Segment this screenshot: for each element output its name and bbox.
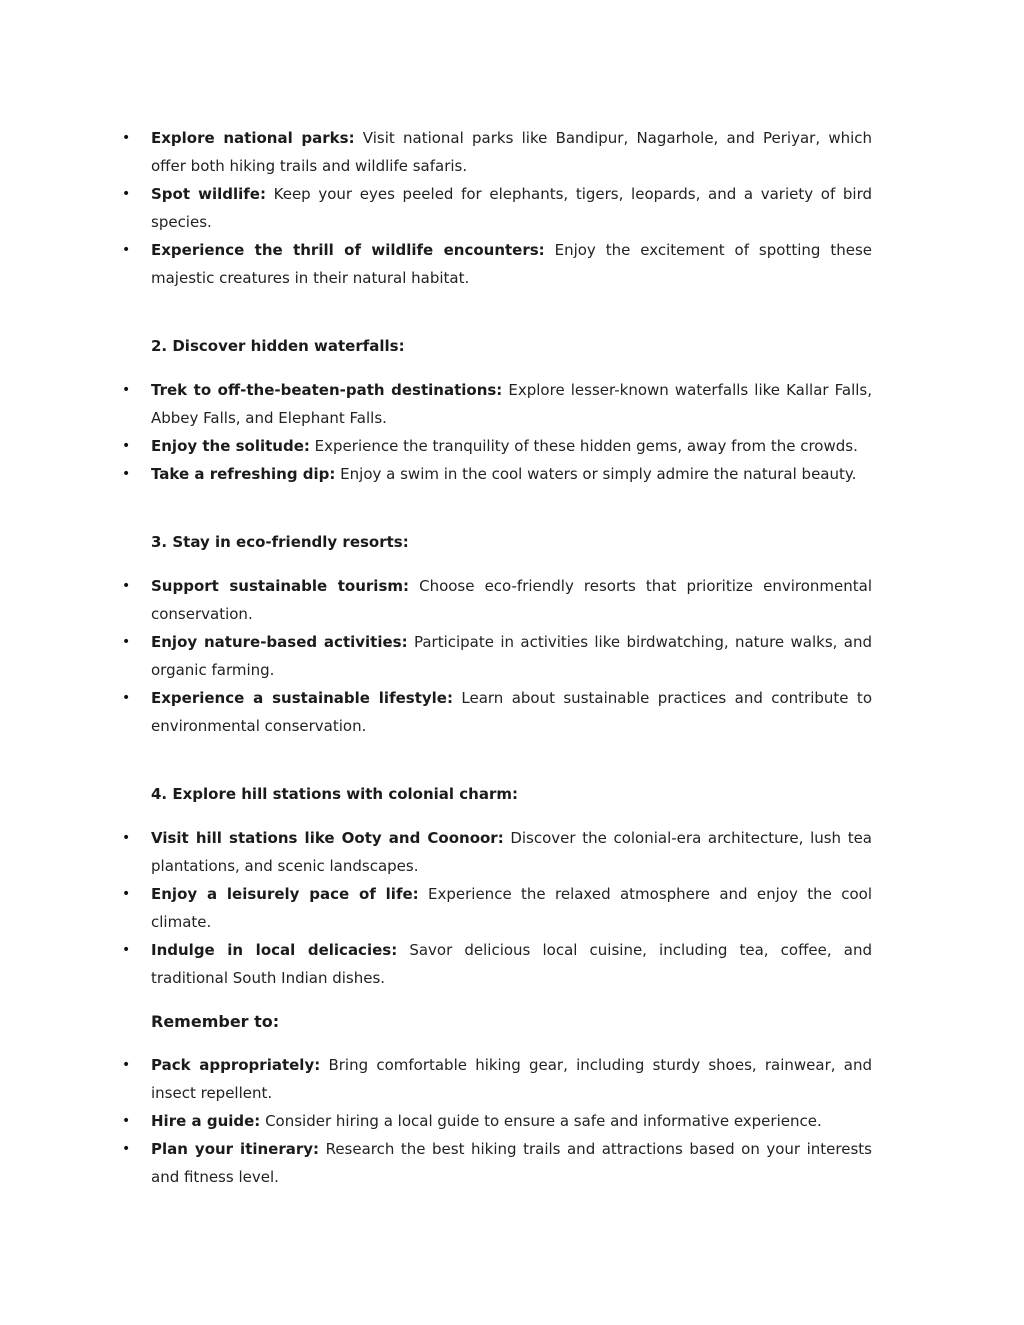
- list-item: [122, 432, 872, 460]
- item-label: Visit hill stations like Ooty and Coonoor:: [151, 829, 504, 847]
- item-label: Experience the thrill of wildlife encounters:: [151, 241, 545, 259]
- list-item: [122, 236, 872, 292]
- section-heading-waterfalls: 2. Discover hidden waterfalls:: [151, 337, 405, 355]
- bullet-icon: •: [122, 466, 131, 482]
- item-label: Spot wildlife:: [151, 185, 266, 203]
- list-item: [122, 572, 872, 628]
- bullet-icon: •: [122, 186, 131, 202]
- list-item: [122, 936, 872, 992]
- list-item: [122, 684, 872, 740]
- item-label: Indulge in local delicacies:: [151, 941, 398, 959]
- item-label: Enjoy the solitude:: [151, 437, 310, 455]
- item-text: Bring comfortable hiking gear, including sturdy shoes, rainwear, and insect repellent.: [151, 1056, 872, 1102]
- item-text: Enjoy a swim in the cool waters or simply admire the natural beauty.: [335, 465, 857, 483]
- list-item: [122, 376, 872, 432]
- bullet-icon: •: [122, 130, 131, 146]
- list-item: [122, 628, 872, 684]
- bullet-icon: •: [122, 830, 131, 846]
- item-text: Choose eco-friendly resorts that prioritize environmental conservation.: [151, 577, 872, 623]
- section-heading-hill-stations: 4. Explore hill stations with colonial charm:: [151, 785, 518, 803]
- waterfalls-list: [122, 376, 872, 488]
- list-item: [122, 124, 873, 180]
- item-label: Explore national parks:: [151, 129, 355, 147]
- bullet-icon: •: [122, 1057, 131, 1073]
- item-text: Consider hiring a local guide to ensure a safe and informative experience.: [260, 1112, 822, 1130]
- bullet-icon: •: [122, 634, 131, 650]
- item-text: Experience the relaxed atmosphere and enjoy the cool climate.: [151, 885, 872, 931]
- list-item: [122, 1107, 872, 1135]
- item-text: Savor delicious local cuisine, including tea, coffee, and traditional South Indian dishes.: [151, 941, 872, 987]
- bullet-icon: •: [122, 942, 131, 958]
- bullet-icon: •: [122, 382, 131, 398]
- item-label: Trek to off-the-beaten-path destinations:: [151, 381, 503, 399]
- bullet-icon: •: [122, 1113, 131, 1129]
- section-heading-eco-resorts: 3. Stay in eco-friendly resorts:: [151, 533, 409, 551]
- item-text: Research the best hiking trails and attractions based on your interests and fitness level.: [151, 1140, 872, 1186]
- bullet-icon: •: [122, 886, 131, 902]
- bullet-icon: •: [122, 242, 131, 258]
- list-item: [122, 180, 872, 236]
- item-text: Enjoy the excitement of spotting these majestic creatures in their natural habitat.: [151, 241, 872, 287]
- item-text: Discover the colonial-era architecture, lush tea plantations, and scenic landscapes.: [151, 829, 872, 875]
- item-label: Enjoy nature-based activities:: [151, 633, 408, 651]
- item-label: Enjoy a leisurely pace of life:: [151, 885, 419, 903]
- item-text: Experience the tranquility of these hidden gems, away from the crowds.: [309, 437, 858, 455]
- hill-stations-list: [122, 824, 872, 992]
- wildlife-list: [122, 124, 873, 292]
- item-text: Participate in activities like birdwatching, nature walks, and organic farming.: [151, 633, 872, 679]
- item-label: Take a refreshing dip:: [151, 465, 336, 483]
- item-label: Hire a guide:: [151, 1112, 261, 1130]
- list-item: [122, 1135, 872, 1191]
- item-text: Learn about sustainable practices and contribute to environmental conservation.: [151, 689, 872, 735]
- item-label: Experience a sustainable lifestyle:: [151, 689, 453, 707]
- section-heading-remember: Remember to:: [151, 1012, 280, 1031]
- eco-resorts-list: [122, 572, 872, 740]
- item-text: Visit national parks like Bandipur, Nagarhole, and Periyar, which offer both hiking trails and wildlife safaris.: [151, 129, 873, 175]
- bullet-icon: •: [122, 578, 131, 594]
- bullet-icon: •: [122, 690, 131, 706]
- list-item: [122, 460, 872, 488]
- item-label: Plan your itinerary:: [151, 1140, 320, 1158]
- list-item: [122, 824, 872, 880]
- bullet-icon: •: [122, 438, 131, 454]
- item-label: Pack appropriately:: [151, 1056, 321, 1074]
- item-text: Keep your eyes peeled for elephants, tigers, leopards, and a variety of bird species.: [151, 185, 872, 231]
- remember-list: [122, 1051, 872, 1191]
- list-item: [122, 1051, 872, 1107]
- list-item: [122, 880, 872, 936]
- bullet-icon: •: [122, 1141, 131, 1157]
- document-body: [122, 124, 873, 1191]
- item-text: Explore lesser-known waterfalls like Kallar Falls, Abbey Falls, and Elephant Falls.: [151, 381, 872, 427]
- item-label: Support sustainable tourism:: [151, 577, 409, 595]
